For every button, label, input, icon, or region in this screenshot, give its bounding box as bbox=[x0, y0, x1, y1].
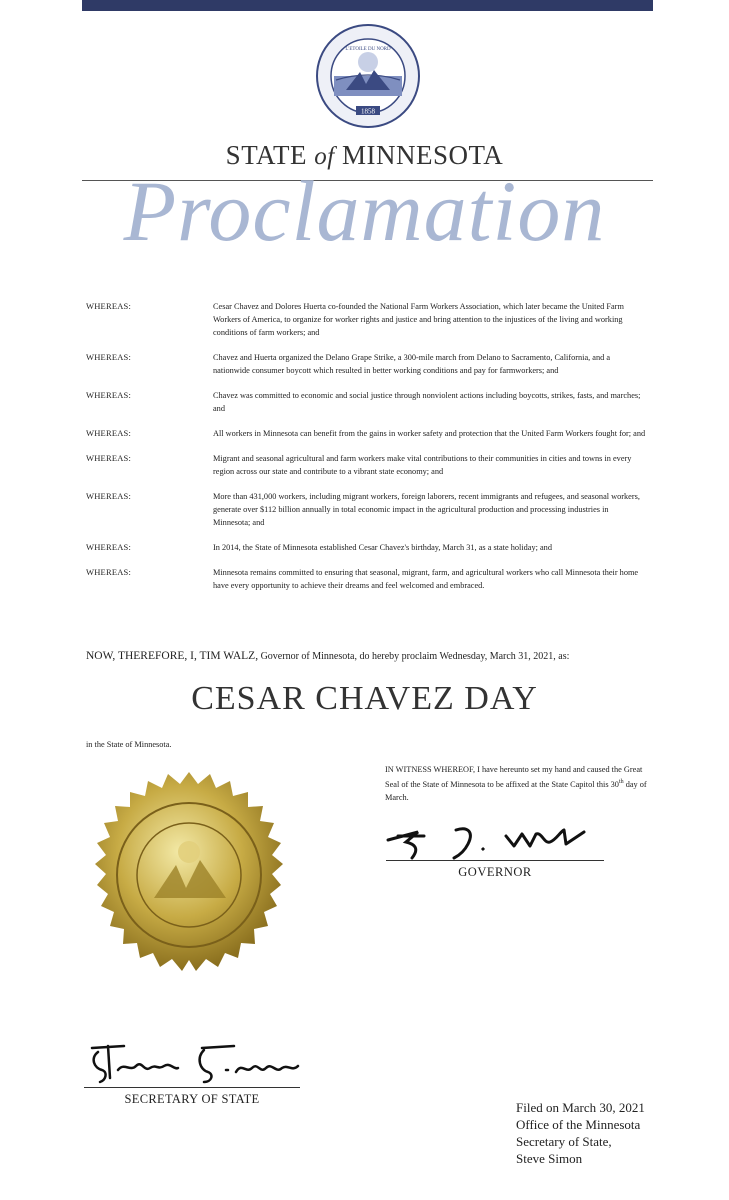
state-suffix: MINNESOTA bbox=[334, 140, 504, 170]
whereas-text: Chavez was committed to economic and social justice through nonviolent actions including boycotts, strikes, fasts, and marches; and bbox=[213, 391, 641, 413]
whereas-text: In 2014, the State of Minnesota established Cesar Chavez's birthday, March 31, as a state holiday; and bbox=[213, 543, 552, 552]
seal-year: 1858 bbox=[361, 107, 375, 116]
whereas-item bbox=[86, 490, 646, 529]
whereas-label: WHEREAS: bbox=[86, 352, 132, 362]
gold-seal-icon bbox=[84, 770, 294, 980]
whereas-text: Migrant and seasonal agricultural and farm workers make vital contributions to their communities in cities and towns in every region across our state and contribute to a vibrant state economy; and bbox=[213, 454, 632, 476]
filing-line: Secretary of State, bbox=[516, 1134, 612, 1149]
witness-end: day of March. bbox=[385, 779, 647, 802]
filing-line: Office of the Minnesota bbox=[516, 1117, 641, 1132]
whereas-list bbox=[86, 300, 646, 604]
whereas-label: WHEREAS: bbox=[86, 390, 132, 400]
witness-statement bbox=[385, 763, 655, 804]
proclamation-heading: Proclamation bbox=[123, 163, 606, 259]
seal-motto: L'ETOILE DU NORD bbox=[345, 47, 391, 52]
governor-signature bbox=[384, 818, 606, 860]
day-title: CESAR CHAVEZ DAY bbox=[191, 680, 538, 717]
whereas-text: Minnesota remains committed to ensuring that seasonal, migrant, farm, and agricultural workers who call Minnesota their home have every opportunity to achieve their dreams and feel welcomed and embraced. bbox=[213, 568, 639, 590]
whereas-item bbox=[86, 541, 646, 554]
whereas-text: Chavez and Huerta organized the Delano Grape Strike, a 300-mile march from Delano to Sacramento, California, and a nationwide consumer boycott which resulted in better working conditions and pay for farmworkers; and bbox=[213, 353, 611, 375]
whereas-item bbox=[86, 300, 646, 339]
whereas-text: More than 431,000 workers, including migrant workers, foreign laborers, recent immigrants and refugees, and seasonal workers, generate over $112 billion annually in total economic impact in the agricultural production and processing industries in Minnesota; and bbox=[213, 492, 640, 527]
top-border-bar bbox=[82, 0, 653, 11]
filing-notice bbox=[516, 1099, 645, 1167]
whereas-item bbox=[86, 427, 646, 440]
witness-text: IN WITNESS WHEREOF, I have hereunto set my hand and caused the Great Seal of the State of Minnesota to be affixed at the State Capitol this 30 bbox=[385, 765, 643, 789]
whereas-label: WHEREAS: bbox=[86, 491, 132, 501]
whereas-item bbox=[86, 566, 646, 592]
filing-line: Steve Simon bbox=[516, 1151, 583, 1166]
witness-ordinal: th bbox=[618, 779, 624, 785]
whereas-label: WHEREAS: bbox=[86, 453, 132, 463]
whereas-item bbox=[86, 389, 646, 415]
proclamation-lead: NOW, THEREFORE, I, TIM WALZ, bbox=[86, 650, 259, 662]
whereas-label: WHEREAS: bbox=[86, 428, 132, 438]
secretary-signature-line bbox=[84, 1087, 300, 1088]
whereas-item bbox=[86, 452, 646, 478]
state-prefix: STATE bbox=[225, 140, 315, 170]
proclamation-text: Governor of Minnesota, do hereby proclaim Wednesday, March 31, 2021, as: bbox=[258, 651, 570, 662]
whereas-label: WHEREAS: bbox=[86, 542, 132, 552]
governor-signature-line bbox=[386, 860, 604, 861]
state-seal-icon bbox=[316, 24, 420, 128]
whereas-label: WHEREAS: bbox=[86, 301, 132, 311]
governor-label: GOVERNOR bbox=[458, 865, 532, 879]
whereas-text: All workers in Minnesota can benefit from the gains in worker safety and protection that the United Farm Workers fought for; and bbox=[213, 429, 646, 438]
secretary-label: SECRETARY OF STATE bbox=[124, 1092, 260, 1106]
filing-line: Filed on March 30, 2021 bbox=[516, 1100, 645, 1115]
whereas-text: Cesar Chavez and Dolores Huerta co-founded the National Farm Workers Association, which later became the United Farm Workers of America, to organize for worker rights and justice and bring attention to the injustices of the living and working conditions of farm workers; and bbox=[213, 302, 624, 337]
whereas-label: WHEREAS: bbox=[86, 567, 132, 577]
whereas-item bbox=[86, 351, 646, 377]
proclamation-statement bbox=[86, 650, 666, 662]
state-of: of bbox=[314, 143, 335, 170]
secretary-signature bbox=[84, 1040, 302, 1086]
in-state-text: in the State of Minnesota. bbox=[86, 740, 172, 749]
